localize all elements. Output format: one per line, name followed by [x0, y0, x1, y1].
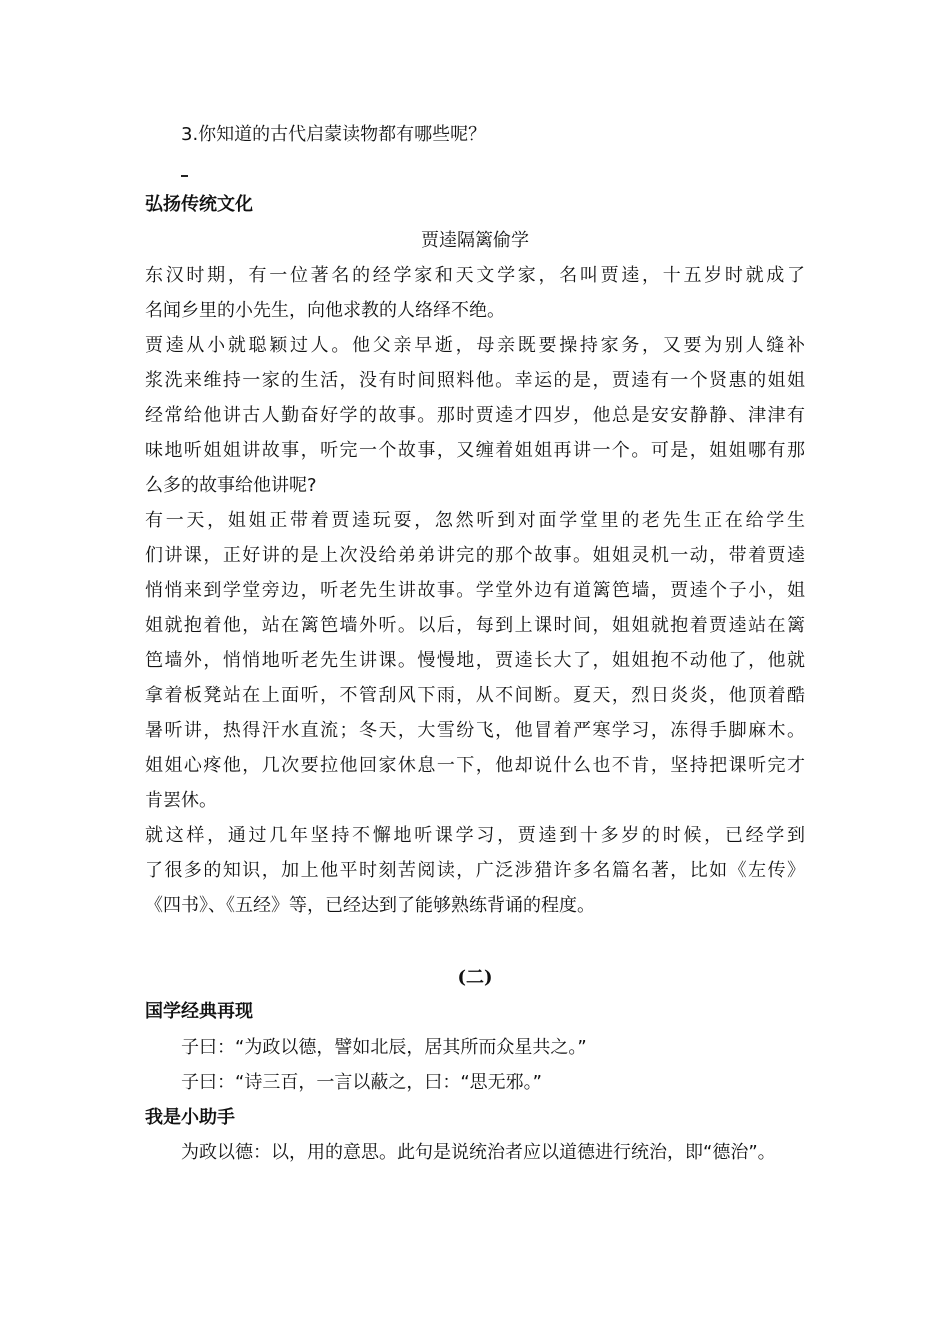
story-line: 经常给他讲古人勤奋好学的故事。那时贾逵才四岁，他总是安安静静、津津有 — [145, 405, 805, 426]
section-heading-helper: 我是小助手 — [145, 1107, 235, 1128]
story-title: 贾逵隔篱偷学 — [421, 230, 529, 251]
story-line: 肯罢休。 — [145, 790, 217, 811]
section-heading-classics: 国学经典再现 — [145, 1001, 253, 1022]
part-label: (二) — [457, 967, 493, 988]
story-line: 名闻乡里的小先生，向他求教的人络绎不绝。 — [145, 300, 505, 321]
story-line: 暑听讲，热得汗水直流；冬天，大雪纷飞，他冒着严寒学习，冻得手脚麻木。 — [145, 720, 805, 741]
story-line: 么多的故事给他讲呢? — [145, 475, 317, 496]
story-line: 们讲课，正好讲的是上次没给弟弟讲完的那个故事。姐姐灵机一动，带着贾逵 — [145, 545, 805, 566]
classic-quote: 子曰：“为政以德，譬如北辰，居其所而众星共之。” — [181, 1037, 587, 1058]
story-line: 姐姐心疼他，几次要拉他回家休息一下，他却说什么也不肯，坚持把课听完才 — [145, 755, 805, 776]
story-line: 有一天，姐姐正带着贾逵玩耍，忽然听到对面学堂里的老先生正在给学生 — [145, 510, 805, 531]
story-line: 贾逵从小就聪颖过人。他父亲早逝，母亲既要操持家务，又要为别人缝补 — [145, 335, 805, 356]
story-line: 笆墙外，悄悄地听老先生讲课。慢慢地，贾逵长大了，姐姐抱不动他了，他就 — [145, 650, 805, 671]
story-line: 东汉时期，有一位著名的经学家和天文学家，名叫贾逵，十五岁时就成了 — [145, 265, 805, 286]
story-line: 姐就抱着他，站在篱笆墙外听。以后，每到上课时间，姐姐就抱着贾逵站在篱 — [145, 615, 805, 636]
blank-line-mark — [181, 175, 188, 177]
classic-quote: 子曰：“诗三百，一言以蔽之，曰：“思无邪。” — [181, 1072, 542, 1093]
story-line: 就这样，通过几年坚持不懈地听课学习，贾逵到十多岁的时候，已经学到 — [145, 825, 805, 846]
story-line: 悄悄来到学堂旁边，听老先生讲故事。学堂外边有道篱笆墙，贾逵个子小，姐 — [145, 580, 805, 601]
helper-explanation: 为政以德：以，用的意思。此句是说统治者应以道德进行统治，即“德治”。 — [181, 1142, 776, 1163]
story-line: 味地听姐姐讲故事，听完一个故事，又缠着姐姐再讲一个。可是，姐姐哪有那 — [145, 440, 805, 461]
story-line: 浆洗来维持一家的生活，没有时间照料他。幸运的是，贾逵有一个贤惠的姐姐 — [145, 370, 805, 391]
question-text: 3.你知道的古代启蒙读物都有哪些呢？ — [181, 124, 487, 145]
section-heading-culture: 弘扬传统文化 — [145, 194, 253, 215]
story-line: 《四书》、《五经》等，已经达到了能够熟练背诵的程度。 — [145, 895, 595, 916]
story-line: 了很多的知识，加上他平时刻苦阅读，广泛涉猎许多名篇名著，比如《左传》 — [145, 860, 805, 881]
story-line: 拿着板凳站在上面听，不管刮风下雨，从不间断。夏天，烈日炎炎，他顶着酷 — [145, 685, 805, 706]
